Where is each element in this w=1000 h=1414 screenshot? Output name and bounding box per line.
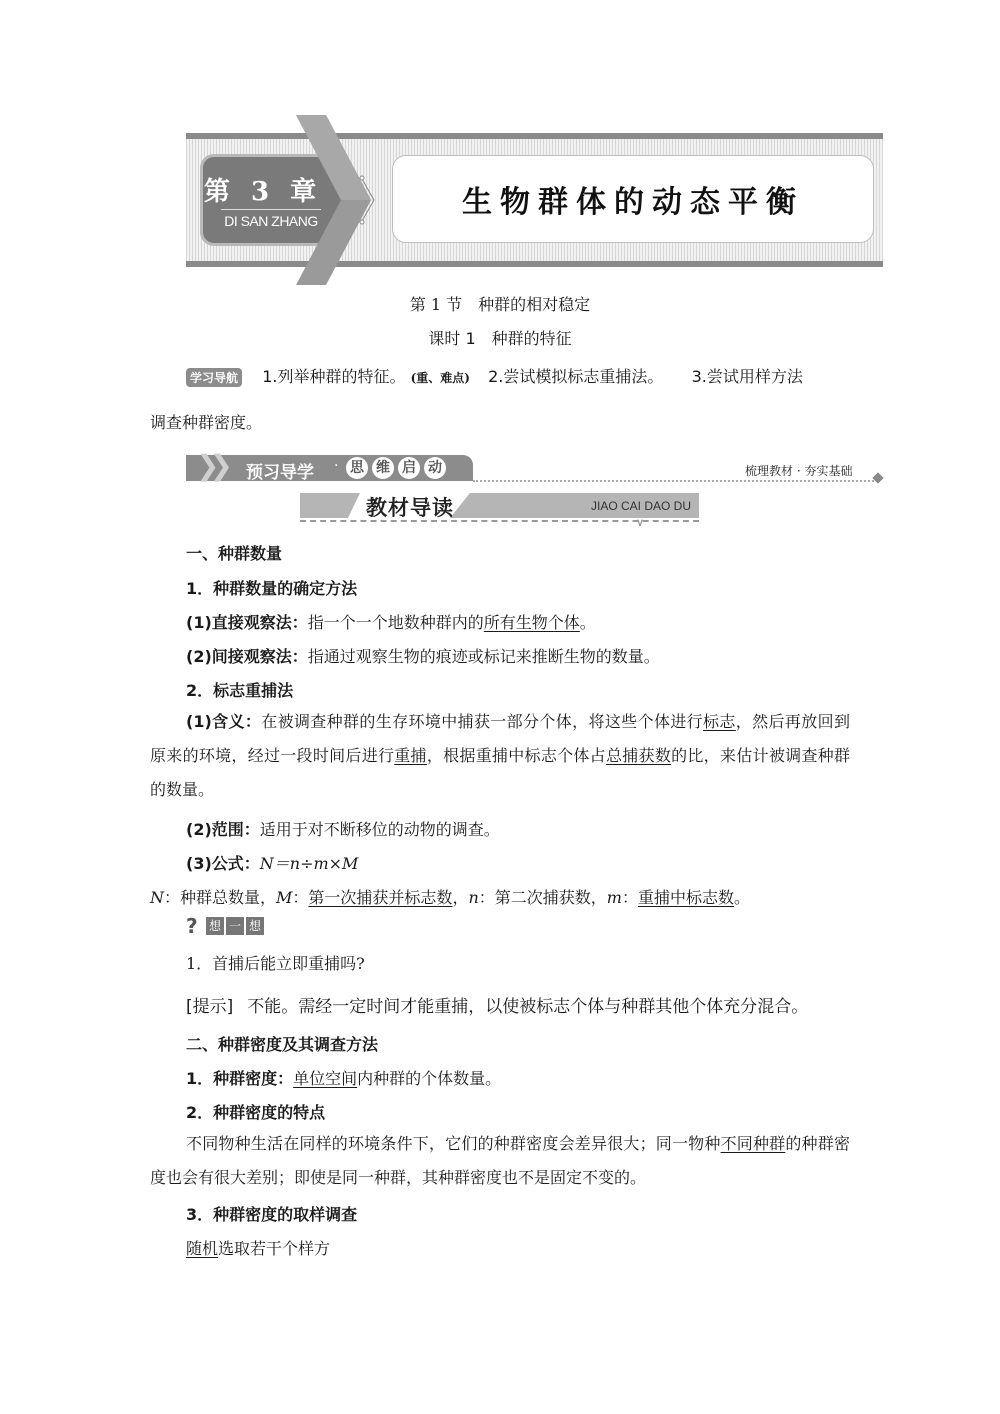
period: 。	[733, 888, 750, 907]
goal-1-note: (重、难点)	[410, 371, 470, 385]
sep: ：	[292, 888, 309, 907]
density-text: 内种群的个体数量。	[357, 1069, 502, 1088]
sampling-rest: 选取若干个样方	[218, 1239, 331, 1258]
chapter-title-box	[392, 155, 874, 243]
prep-label: 预习导学	[246, 463, 314, 483]
indirect-text: 指通过观察生物的痕迹或标记来推断生物的数量。	[307, 647, 660, 666]
var-M-desc: 第一次捕获并标志数	[308, 888, 453, 907]
sep: ：	[621, 888, 638, 907]
heading-density-features	[186, 1100, 325, 1123]
goal-3-continued: 调查种群密度。	[150, 413, 263, 432]
var-N-desc: ：种群总数量，	[164, 888, 277, 907]
feature-underline: 不同种群	[720, 1134, 786, 1153]
meaning-label: (1)含义：	[186, 712, 262, 731]
scope-text: 适用于对不断移位的动物的调查。	[259, 820, 500, 839]
question-mark-icon: ?	[186, 914, 198, 938]
heading-sampling	[186, 1202, 357, 1225]
circle-char-2: 维	[372, 457, 394, 479]
hint	[186, 992, 808, 1017]
heading-text: 3．种群密度的取样调查	[186, 1205, 358, 1224]
think-char-2: 一	[226, 917, 244, 935]
direct-text: 指一个一个地数种群内的	[307, 613, 484, 632]
chapter-banner	[186, 133, 883, 267]
comma: ，	[452, 888, 469, 907]
jiaocai-header	[300, 493, 699, 518]
jiaocai-pinyin: JIAO CAI DAO DU	[590, 499, 691, 513]
think-char-1: 想	[206, 917, 224, 935]
direct-underline: 所有生物个体	[483, 613, 580, 632]
heading-population-size: 一、种群数量	[186, 544, 283, 563]
density-underline: 单位空间	[293, 1069, 358, 1088]
scope-label: (2)范围：	[186, 820, 260, 839]
var-m-desc: 重捕中标志数	[637, 888, 734, 907]
meaning-text-d: 的比，来估计被调查种群的数量。	[150, 746, 850, 799]
meaning-text-b: ，然后再放回到原来的环境，经过一段时间后进行	[150, 712, 850, 765]
section-title: 第 1 节 种群的相对稳定	[409, 295, 591, 314]
density-label: 1．种群密度：	[186, 1069, 294, 1088]
hint-label: [提示]	[186, 997, 234, 1017]
sampling-text	[186, 1236, 330, 1259]
density-features-paragraph	[150, 1127, 850, 1195]
indirect-observation	[186, 644, 660, 667]
chapter-number: 第 3 章	[203, 177, 323, 207]
heading-counting-methods	[186, 576, 357, 599]
prep-right-text: 梳理教材 · 夯实基础	[745, 464, 853, 478]
prep-section-bar	[186, 449, 473, 483]
mark-recapture-meaning	[150, 705, 850, 807]
goal-1: 1.列举种群的特征。	[262, 367, 406, 386]
feature-text-a: 不同物种生活在同样的环境条件下，它们的种群密度会差异很大；同一物种	[186, 1134, 721, 1153]
question-1: 1．首捕后能立即重捕吗?	[186, 954, 365, 973]
prep-dot: ·	[334, 458, 339, 474]
formula-text: N＝n÷m×M	[259, 854, 359, 873]
chevron-arrow-icon	[266, 115, 376, 285]
think-char-3: 想	[246, 917, 264, 935]
circle-char-4: 动	[424, 457, 446, 479]
jiaocai-title: 教材导读	[366, 496, 454, 520]
prep-dotted-line	[473, 480, 878, 482]
hint-text: 不能。需经一定时间才能重捕，以使被标志个体与种群其他个体充分混合。	[247, 997, 809, 1017]
density-definition	[186, 1066, 501, 1089]
heading-density: 二、种群密度及其调查方法	[186, 1035, 379, 1054]
meaning-underline-recapture: 重捕	[394, 746, 427, 765]
heading-text: 2．种群密度的特点	[186, 1103, 326, 1122]
heading-mark-recapture	[186, 678, 293, 701]
circle-char-1: 思	[346, 457, 368, 479]
direct-label: (1)直接观察法：	[186, 613, 308, 632]
heading-text: 1．种群数量的确定方法	[186, 579, 358, 598]
goal-2: 2.尝试模拟标志重捕法。	[488, 367, 664, 386]
jiaocai-left-shape	[300, 493, 360, 518]
feature-text-b: 的种群密度也会有很大差别；即使是同一种群，其种群密度也不是固定不变的。	[150, 1134, 850, 1187]
chapter-pinyin: DI SAN ZHANG	[224, 213, 318, 229]
study-nav-badge: 学习导航	[186, 368, 242, 387]
formula-label: (3)公式：	[186, 854, 260, 873]
var-M: M	[276, 888, 293, 907]
var-N: N	[150, 888, 164, 907]
formula-variables	[150, 885, 750, 908]
var-n: n	[468, 888, 479, 907]
chapter-title: 生物群体的动态平衡	[462, 185, 804, 220]
lesson-title: 课时 1 种群的特征	[428, 329, 572, 348]
sampling-underline: 随机	[186, 1239, 219, 1258]
period: 。	[579, 613, 596, 632]
heading-text: 2．标志重捕法	[186, 681, 294, 700]
var-m: m	[606, 888, 622, 907]
formula	[186, 851, 358, 874]
direct-observation	[186, 610, 596, 633]
goal-3: 3.尝试用样方法	[691, 367, 803, 386]
circle-char-3: 启	[398, 457, 420, 479]
meaning-text-a: 在被调查种群的生存环境中捕获一部分个体，将这些个体进行	[261, 712, 704, 731]
meaning-underline-total: 总捕获数	[605, 746, 672, 765]
meaning-text-c: ，根据重捕中标志个体占	[426, 746, 606, 765]
meaning-underline-mark: 标志	[703, 712, 736, 731]
var-n-desc: ：第二次捕获数，	[478, 888, 607, 907]
scope	[186, 817, 500, 840]
study-goals	[186, 364, 803, 387]
indirect-label: (2)间接观察法：	[186, 647, 308, 666]
double-chevron-icon: ❯❯	[196, 449, 223, 482]
chevron-down-icon: ∨	[636, 516, 645, 529]
